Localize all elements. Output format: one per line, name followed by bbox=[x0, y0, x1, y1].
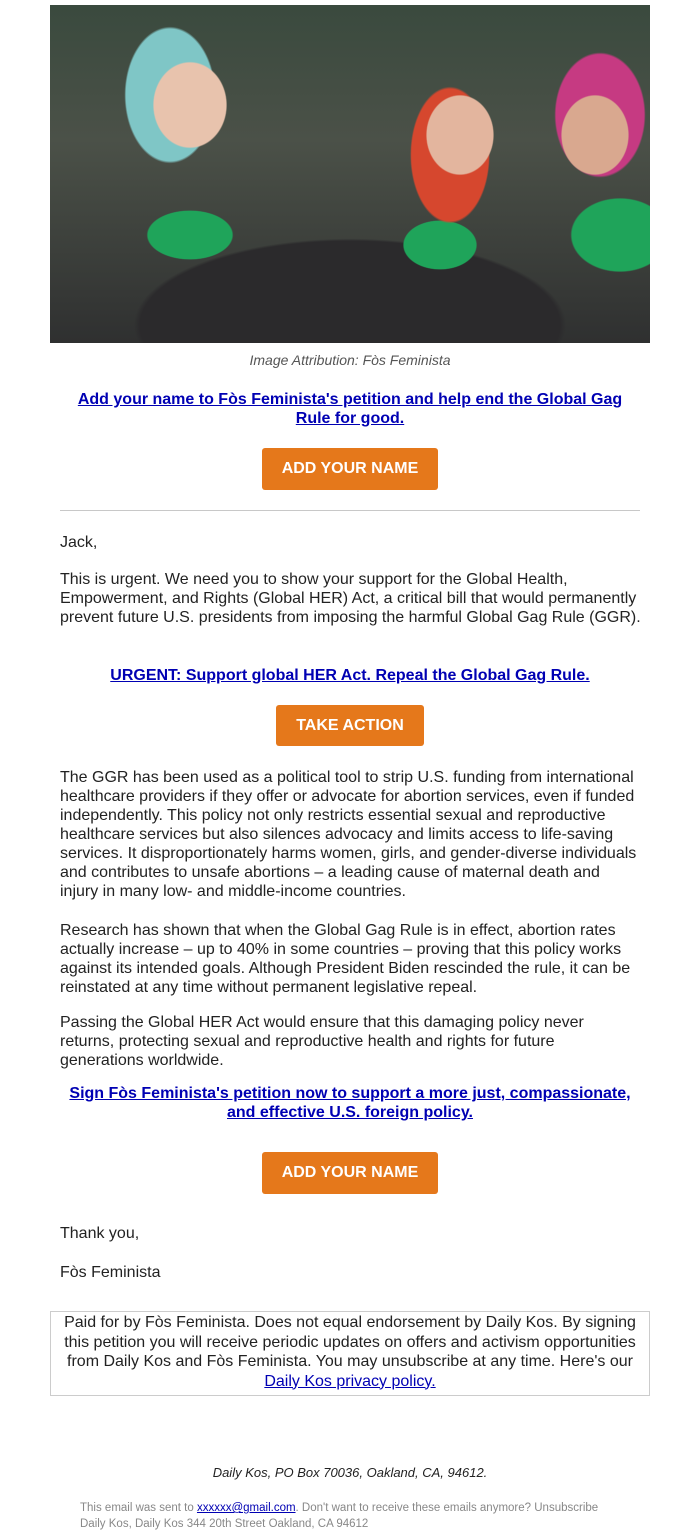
intro-paragraph: This is urgent. We need you to show your support for the Global Health, Empowerment, and Rights (Global HER) Act, a critical bill that would permanently prevent future U.S. presidents from imposing the harmful Global Gag Rule (GGR). bbox=[60, 571, 641, 626]
disclaimer-text: Paid for by Fòs Feminista. Does not equal endorsement by Daily Kos. By signing this petition you will receive periodic updates on offers and activism opportunities from Daily Kos and Fòs Feminista. You may unsubscribe at any time. Here's our bbox=[64, 1314, 636, 1370]
body-paragraph-1: The GGR has been used as a political tool to strip U.S. funding from international healthcare providers if they offer or advocate for abortion services, even if funded independently. This policy not only restricts essential sexual and reproductive healthcare services but also silences advocacy and limits access to life-saving services. It disproportionately harms women, girls, and gender-diverse individuals and contributes to unsafe abortions – a leading cause of maternal death and injury in many low- and middle-income countries. bbox=[60, 769, 637, 900]
signature: Fòs Feminista bbox=[60, 1264, 161, 1281]
disclaimer-box bbox=[50, 1311, 650, 1396]
body-paragraph-2: Research has shown that when the Global Gag Rule is in effect, abortion rates actually increase – up to 40% in some countries – proving that this policy works against its intended goals. Although President Biden rescinded the rule, it can be reinstated at any time without permanent legislative repeal. bbox=[60, 922, 631, 996]
privacy-policy-link[interactable]: Daily Kos privacy policy. bbox=[264, 1372, 436, 1390]
add-your-name-button-bottom[interactable]: ADD YOUR NAME bbox=[262, 1152, 438, 1194]
thanks: Thank you, bbox=[60, 1225, 140, 1242]
divider bbox=[60, 510, 640, 511]
mailing-address: Daily Kos, PO Box 70036, Oakland, CA, 94612. bbox=[212, 1465, 488, 1480]
footer bbox=[80, 1500, 680, 1532]
recipient-email-link[interactable]: xxxxxx@gmail.com bbox=[196, 1502, 296, 1514]
hero-photo bbox=[50, 5, 650, 343]
sent-to-prefix: This email was sent to bbox=[80, 1502, 197, 1514]
greeting: Jack, bbox=[60, 534, 98, 551]
petition-link-top[interactable]: Add your name to Fòs Feminista's petition and help end the Global Gag Rule for good. bbox=[77, 391, 623, 427]
unsubscribe-text[interactable]: . Don't want to receive these emails anymore? Unsubscribe bbox=[295, 1502, 599, 1514]
body-paragraph-3: Passing the Global HER Act would ensure that this damaging policy never returns, protecting sexual and reproductive health and rights for future generations worldwide. bbox=[60, 1014, 584, 1069]
petition-link-bottom[interactable]: Sign Fòs Feminista's petition now to support a more just, compassionate, and effective U.S. foreign policy. bbox=[69, 1085, 631, 1121]
footer-address: Daily Kos, Daily Kos 344 20th Street Oakland, CA 94612 bbox=[80, 1518, 369, 1530]
take-action-button[interactable]: TAKE ACTION bbox=[276, 705, 424, 746]
image-attribution: Image Attribution: Fòs Feminista bbox=[249, 352, 451, 368]
add-your-name-button-top[interactable]: ADD YOUR NAME bbox=[262, 448, 438, 490]
take-action-link[interactable]: URGENT: Support global HER Act. Repeal the Global Gag Rule. bbox=[110, 667, 590, 684]
